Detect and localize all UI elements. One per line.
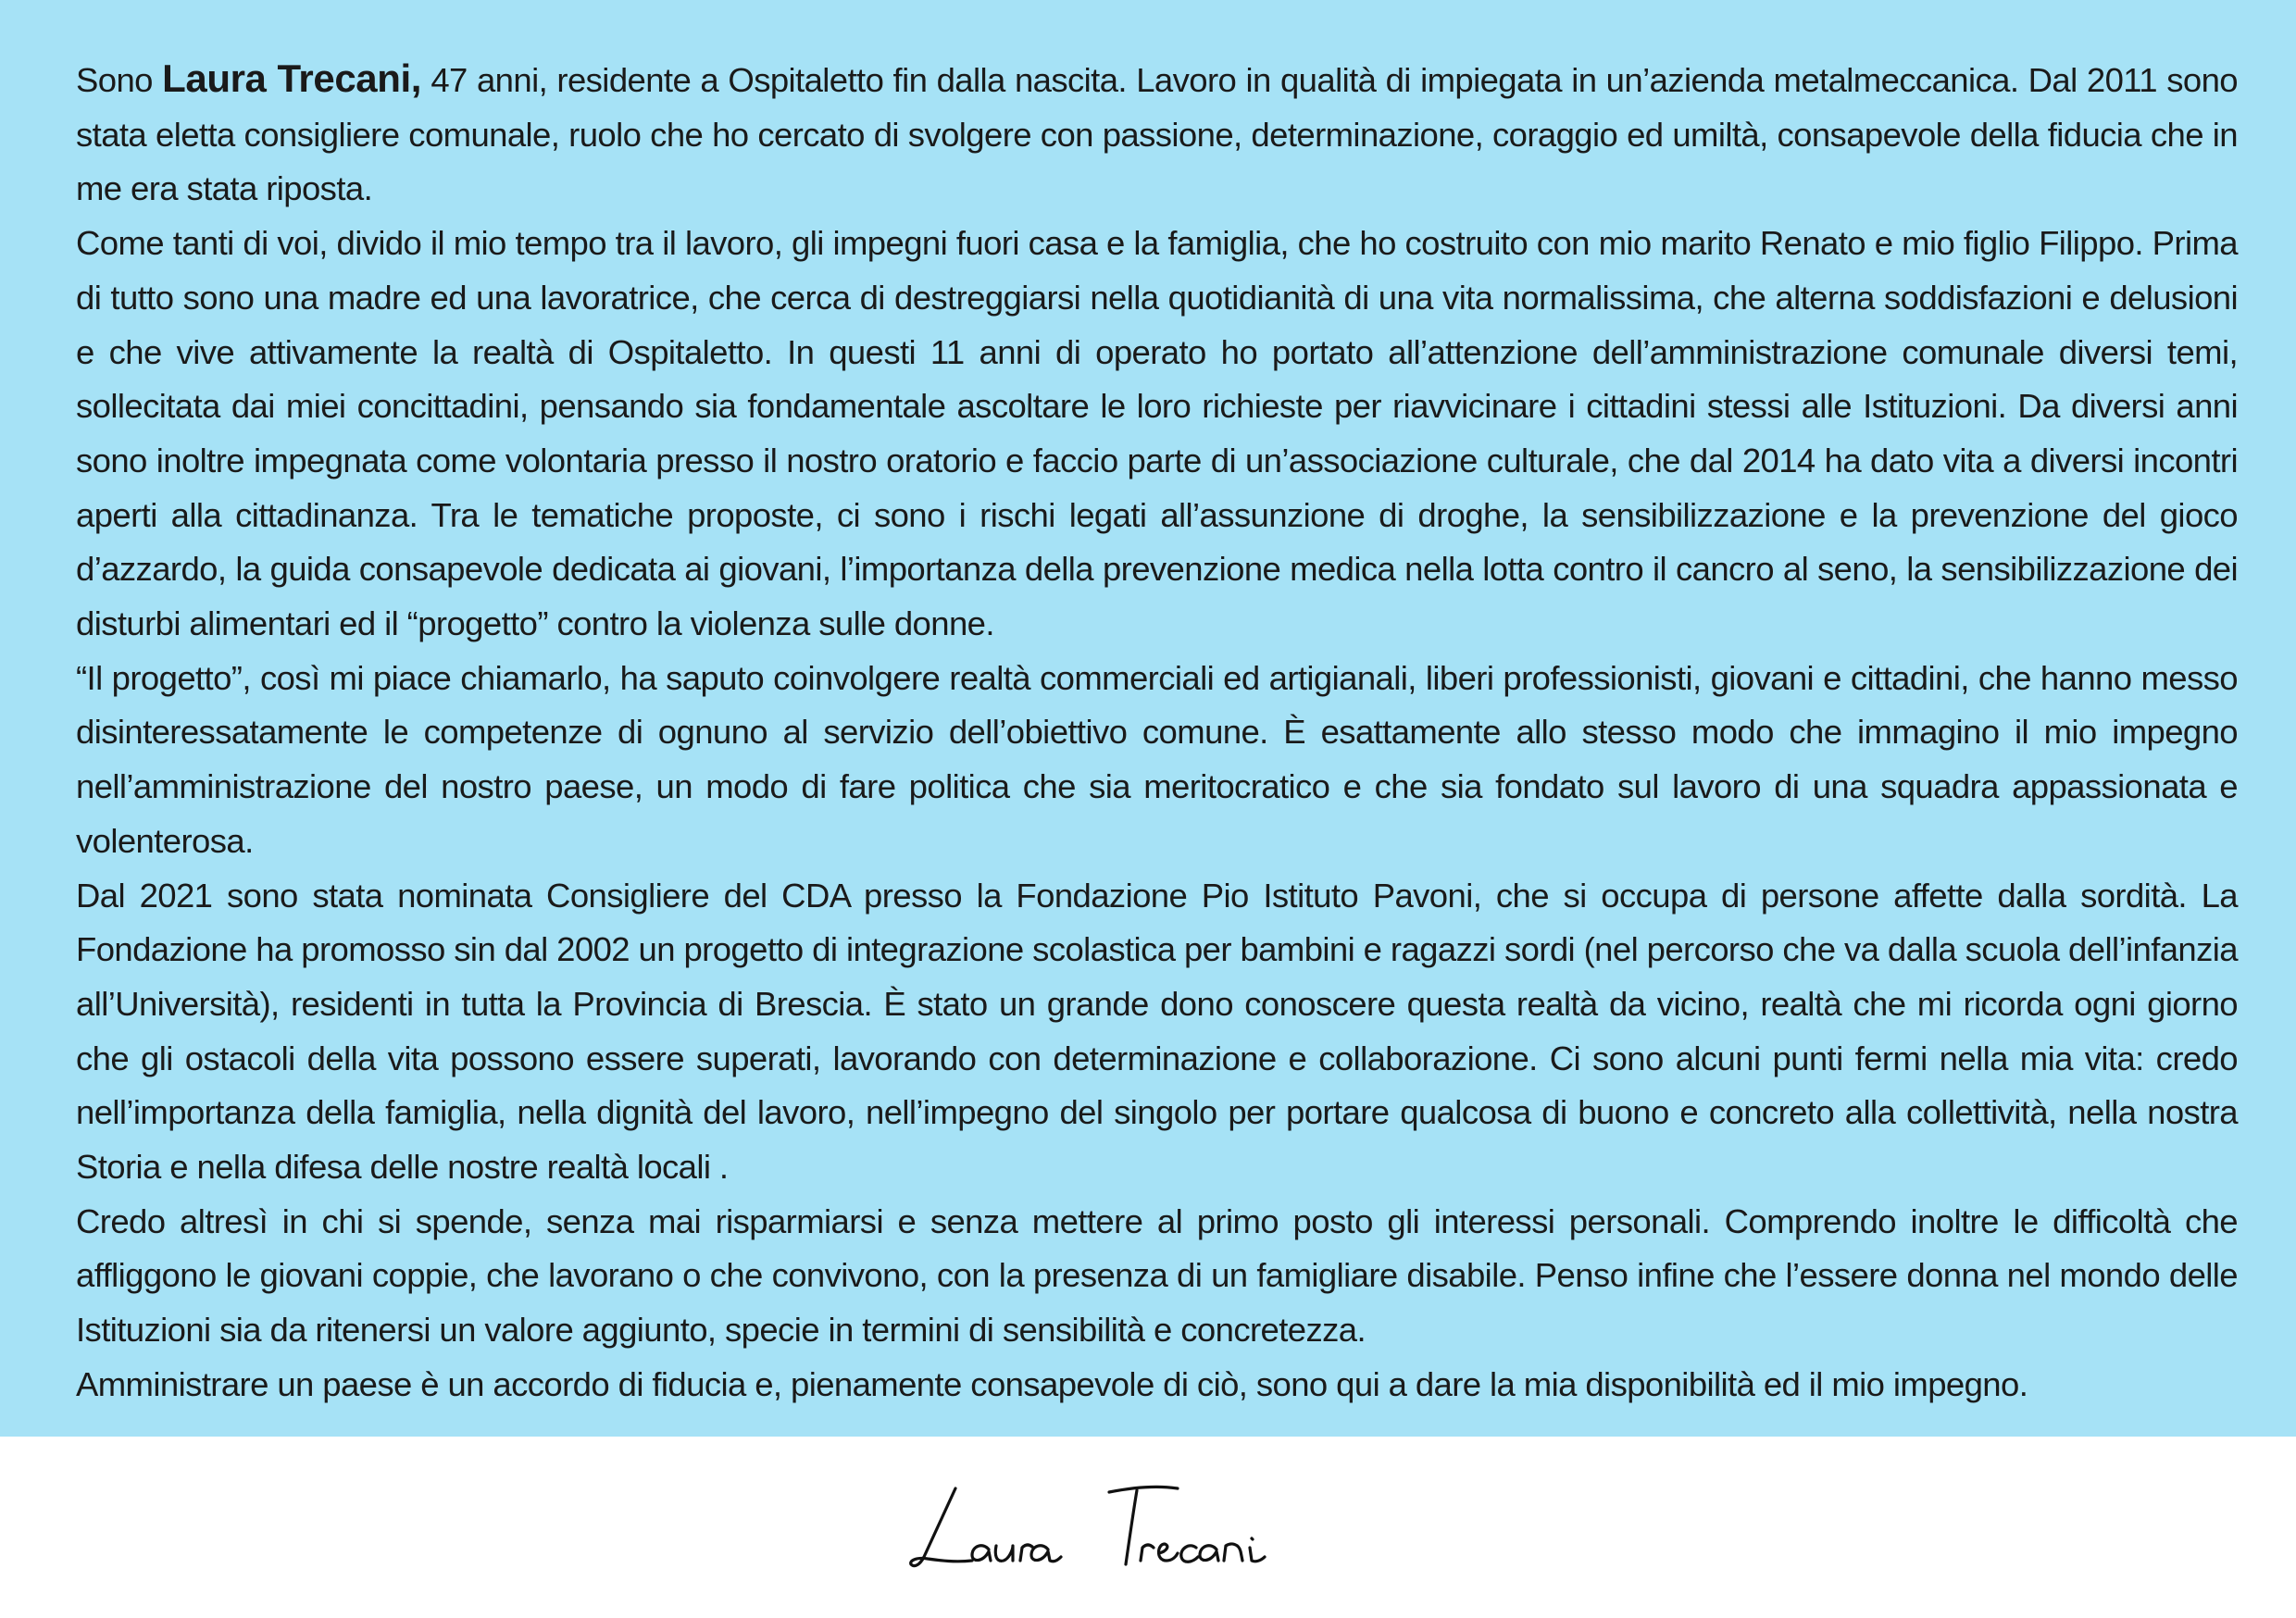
intro-prefix: Sono [76, 61, 163, 99]
bio-paragraph-5: Credo altresì in chi si spende, senza mai risparmiarsi e senza mettere al primo posto gli interessi personali. Comprendo inoltre le difficoltà che affliggono le giovani coppie, che lavorano o che convivono, con la presenza di un famigliare disabile. Penso infine che l’essere donna nel mondo delle Istituzioni sia da ritenersi un valore aggiunto, specie in termini di sensibilità e concretezza. [76, 1201, 2238, 1350]
bio-paragraph-1-text: 47 anni, residente a Ospitaletto fin dalla nascita. Lavoro in qualità di impiegata in un’azienda metalmeccanica. Dal 2011 sono stata eletta consigliere comunale, ruolo che ho cercato di svolgere con passione, determinazione, coraggio ed umiltà, consapevole della fiducia che in me era stata riposta. [76, 61, 2238, 208]
bio-paragraph-6: Amministrare un paese è un accordo di fiducia e, pienamente consapevole di ciò, sono qui a dare la mia disponibilità ed il mio impegno. [76, 1364, 2028, 1403]
bio-paragraph-4: Dal 2021 sono stata nominata Consigliere del CDA presso la Fondazione Pio Istituto Pavoni, che si occupa di persone affette dalla sordità. La Fondazione ha promosso sin dal 2002 un progetto di integrazione scolastica per bambini e ragazzi sordi (nel percorso che va dalla scuola dell’infanzia all’Università), residenti in tutta la Provincia di Brescia. È stato un grande dono conoscere questa realtà da vicino, realtà che mi ricorda ogni giorno che gli ostacoli della vita possono essere superati, lavorando con determinazione e collaborazione. Ci sono alcuni punti fermi nella mia vita: credo nell’importanza della famiglia, nella dignità del lavoro, nell’impegno del singolo per portare qualcosa di buono e concreto alla collettività, nella nostra Storia e nella difesa delle nostre realtà locali . [76, 876, 2238, 1187]
bio-text [76, 52, 2238, 1413]
handwritten-signature [898, 1472, 1342, 1583]
bio-paragraph-2: Come tanti di voi, divido il mio tempo tra il lavoro, gli impegni fuori casa e la famiglia, che ho costruito con mio marito Renato e mio figlio Filippo. Prima di tutto sono una madre ed una lavoratrice, che cerca di destreggiarsi nella quotidianità di una vita normalissima, che alterna soddisfazioni e delusioni e che vive attivamente la realtà di Ospitaletto. In questi 11 anni di operato ho portato all’attenzione dell’amministrazione comunale diversi temi, sollecitata dai miei concittadini, pensando sia fondamentale ascoltare le loro richieste per riavvicinare i cittadini stessi alle Istituzioni. Da diversi anni sono inoltre impegnata come volontaria presso il nostro oratorio e faccio parte di un’associazione culturale, che dal 2014 ha dato vita a diversi incontri aperti alla cittadinanza. Tra le tematiche proposte, ci sono i rischi legati all’assunzione di droghe, la sensibilizzazione e la prevenzione del gioco d’azzardo, la guida consapevole dedicata ai giovani, l’importanza della prevenzione medica nella lotta contro il cancro al seno, la sensibilizzazione dei disturbi alimentari ed il “progetto” contro la violenza sulle donne. [76, 224, 2238, 643]
author-name: Laura Trecani, [162, 56, 422, 100]
signature-graphic [898, 1472, 1342, 1583]
bio-paragraph-1 [76, 52, 2238, 217]
bio-paragraph-3: “Il progetto”, così mi piace chiamarlo, ha saputo coinvolgere realtà commerciali ed artigianali, liberi professionisti, giovani e cittadini, che hanno messo disinteressatamente le competenze di ognuno al servizio dell’obiettivo comune. È esattamente allo stesso modo che immagino il mio impegno nell’amministrazione del nostro paese, un modo di fare politica che sia meritocratico e che sia fondato sul lavoro di una squadra appassionata e volenterosa. [76, 658, 2238, 860]
